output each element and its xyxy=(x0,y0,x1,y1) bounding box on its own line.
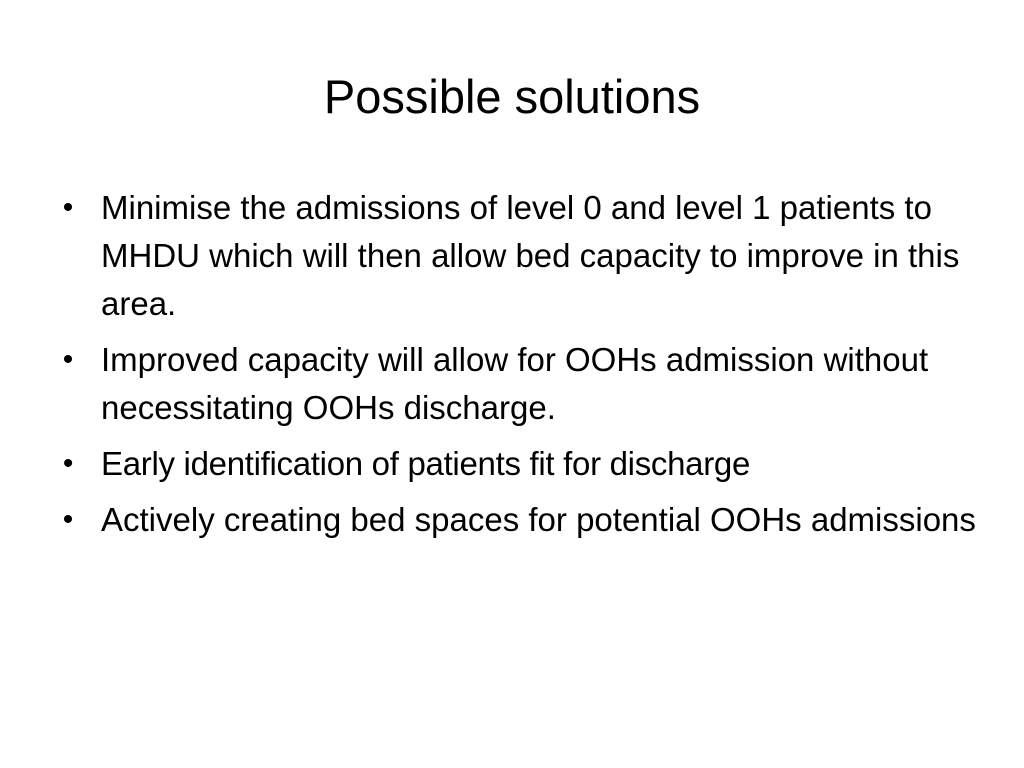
slide-title: Possible solutions xyxy=(323,70,701,123)
bullet-item-1 xyxy=(56,184,976,328)
bullet-icon: • xyxy=(62,503,74,536)
bullet-text: Improved capacity will allow for OOHs admission without necessitating OOHs discharge. xyxy=(101,341,929,426)
bullet-item-4 xyxy=(56,496,976,544)
bullet-icon: • xyxy=(62,191,74,224)
bullet-icon: • xyxy=(62,447,74,480)
bullet-text: Early identification of patients fit for discharge xyxy=(101,445,751,482)
bullet-icon: • xyxy=(62,343,74,376)
bullet-item-2 xyxy=(56,336,976,432)
bullet-text: Minimise the admissions of level 0 and level 1 patients to MHDU which will then allow bed capacity to improve in this area. xyxy=(101,189,960,322)
bullet-item-3 xyxy=(56,440,976,488)
bullet-list xyxy=(56,184,976,552)
bullet-text: Actively creating bed spaces for potential OOHs admissions xyxy=(101,501,976,538)
